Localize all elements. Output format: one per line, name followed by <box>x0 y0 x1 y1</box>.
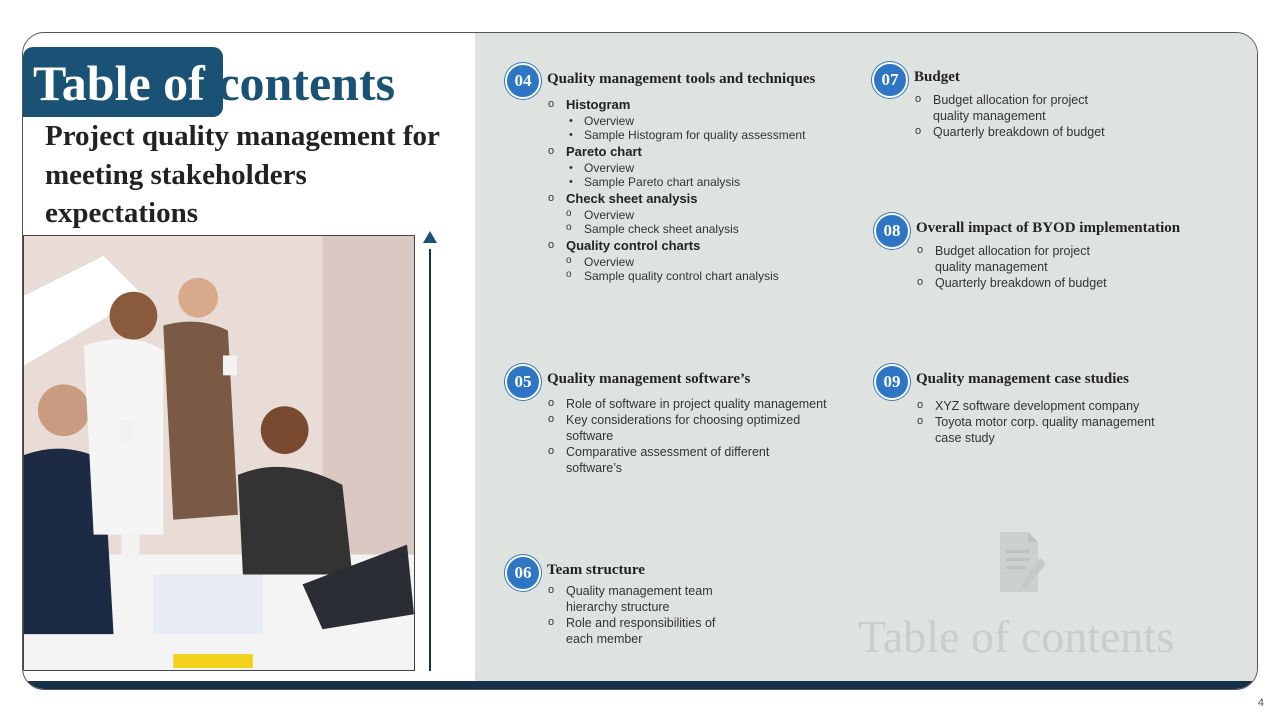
list-item: o Overview <box>566 255 848 269</box>
list-item: o Overview <box>566 208 848 222</box>
section-list-07 <box>915 92 1115 140</box>
section-title-06: Team structure <box>547 562 645 578</box>
list-item: o Sample quality control chart analysis <box>566 269 848 283</box>
section-list-04 <box>548 97 848 285</box>
section-number-05: 05 <box>505 364 541 400</box>
page-title <box>33 53 395 113</box>
list-item: o Quality management team hierarchy structure <box>548 583 738 615</box>
section-title-09: Quality management case studies <box>916 371 1129 387</box>
list-item: • Sample Pareto chart analysis <box>566 175 848 189</box>
group-label: Quality control charts <box>566 238 701 253</box>
section-list-08 <box>917 243 1117 291</box>
list-item: • Overview <box>566 161 848 175</box>
list-item: o XYZ software development company <box>917 398 1162 414</box>
list-group <box>548 144 848 189</box>
title-part2: contents <box>217 55 396 111</box>
arrow-head <box>423 231 437 243</box>
page-number: 4 <box>1257 697 1264 709</box>
list-group <box>548 238 848 283</box>
list-item: o Sample check sheet analysis <box>566 222 848 236</box>
list-item: o Comparative assessment of different software’s <box>548 444 828 476</box>
section-number-08: 08 <box>874 213 910 249</box>
document-icon <box>990 530 1046 594</box>
list-item: o Role and responsibilities of each member <box>548 615 738 647</box>
section-number-06: 06 <box>505 555 541 591</box>
list-item: o Quarterly breakdown of budget <box>915 124 1115 140</box>
list-item: o Budget allocation for project quality management <box>917 243 1117 275</box>
section-title-08: Overall impact of BYOD implementation <box>916 220 1181 236</box>
watermark-text: Table of contents <box>858 611 1175 662</box>
section-list-06 <box>548 583 738 647</box>
list-item: • Sample Histogram for quality assessment <box>566 128 848 142</box>
list-group <box>548 97 848 142</box>
section-list-05 <box>548 396 828 476</box>
section-title-05: Quality management software’s <box>547 371 751 387</box>
list-item: o Budget allocation for project quality management <box>915 92 1115 124</box>
arrow-line <box>429 249 431 671</box>
list-item: o Role of software in project quality management <box>548 396 828 412</box>
group-label: Check sheet analysis <box>566 191 698 206</box>
list-item: o Key considerations for choosing optimized software <box>548 412 828 444</box>
list-item: • Overview <box>566 114 848 128</box>
bottom-bar <box>23 681 1257 689</box>
team-photo <box>23 235 415 671</box>
group-label: Pareto chart <box>566 144 642 159</box>
section-title-07: Budget <box>914 69 960 85</box>
subtitle: Project quality management for meeting stakeholders expectations <box>45 120 440 229</box>
group-label: Histogram <box>566 97 631 112</box>
section-list-09 <box>917 398 1162 446</box>
section-title-04: Quality management tools and techniques <box>547 71 816 87</box>
section-number-04: 04 <box>505 63 541 99</box>
list-group <box>548 191 848 236</box>
list-item: o Quarterly breakdown of budget <box>917 275 1117 291</box>
section-number-09: 09 <box>874 364 910 400</box>
list-item: o Toyota motor corp. quality management case study <box>917 414 1162 446</box>
title-part1: Table of <box>33 55 205 111</box>
section-number-07: 07 <box>872 62 908 98</box>
